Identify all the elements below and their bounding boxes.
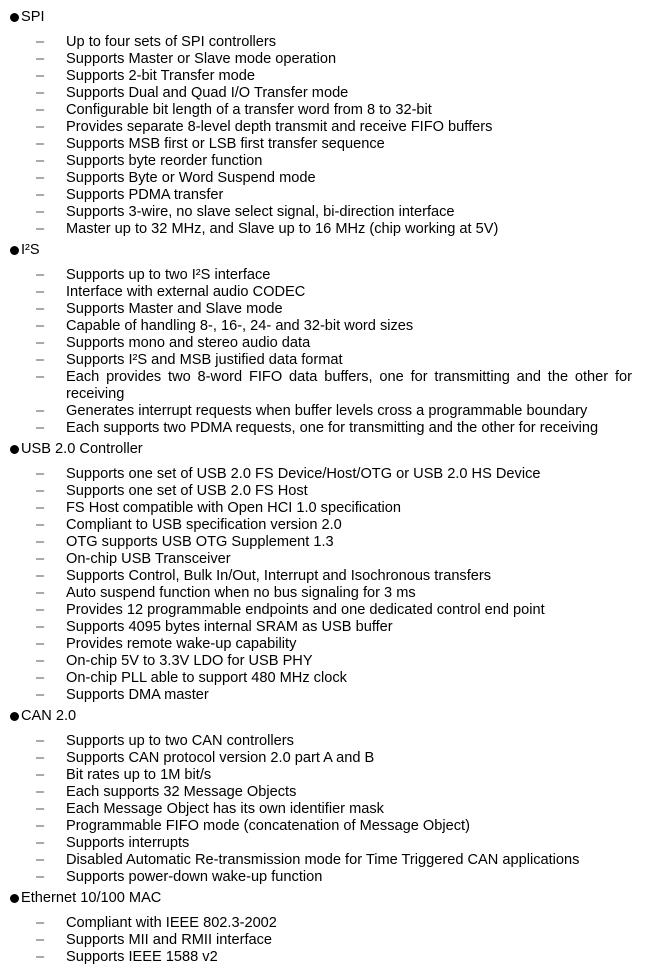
list-item — [0, 585, 651, 602]
list-item — [0, 204, 651, 221]
list-item-text: Supports PDMA transfer — [66, 187, 224, 203]
dash-marker: – — [36, 949, 45, 965]
list-item-text: Compliant with IEEE 802.3-2002 — [66, 915, 277, 931]
list-item — [0, 670, 651, 687]
list-item — [0, 636, 651, 653]
list-item-text: Auto suspend function when no bus signaling for 3 ms — [66, 585, 416, 601]
list-item — [0, 85, 651, 102]
dash-marker: – — [36, 352, 45, 368]
dash-marker: – — [36, 915, 45, 931]
list-item — [0, 335, 651, 352]
list-item-text: OTG supports USB OTG Supplement 1.3 — [66, 534, 334, 550]
list-item-text: Provides 12 programmable endpoints and one dedicated control end point — [66, 602, 545, 618]
section-title: CAN 2.0 — [21, 708, 77, 724]
list-item-text: Capable of handling 8-, 16-, 24- and 32-bit word sizes — [66, 318, 414, 334]
dash-marker: – — [36, 153, 45, 169]
dash-marker: – — [36, 619, 45, 635]
dash-marker: – — [36, 801, 45, 817]
dash-marker: – — [36, 267, 45, 283]
list-item — [0, 517, 651, 534]
list-item-text: Supports byte reorder function — [66, 153, 263, 169]
section-heading — [0, 707, 651, 725]
bullet-icon — [10, 894, 19, 903]
list-item — [0, 466, 651, 483]
list-item — [0, 267, 651, 284]
dash-marker: – — [36, 835, 45, 851]
list-item — [0, 170, 651, 187]
dash-marker: – — [36, 102, 45, 118]
list-item-text: Supports up to two CAN controllers — [66, 733, 294, 749]
dash-marker: – — [36, 369, 45, 385]
list-item — [0, 352, 651, 369]
list-item — [0, 221, 651, 238]
section-heading — [0, 8, 651, 26]
dash-marker: – — [36, 68, 45, 84]
list-item — [0, 534, 651, 551]
list-item-text: Compliant to USB specification version 2.0 — [66, 517, 342, 533]
section-heading — [0, 440, 651, 458]
dash-marker: – — [36, 187, 45, 203]
list-item — [0, 551, 651, 568]
dash-marker: – — [36, 119, 45, 135]
dash-marker: – — [36, 420, 45, 436]
dash-marker: – — [36, 932, 45, 948]
section — [0, 440, 651, 704]
dash-marker: – — [36, 335, 45, 351]
list-item — [0, 602, 651, 619]
bullet-icon — [10, 445, 19, 454]
dash-marker: – — [36, 750, 45, 766]
list-item-text: FS Host compatible with Open HCI 1.0 specification — [66, 500, 401, 516]
dash-marker: – — [36, 869, 45, 885]
list-item — [0, 284, 651, 301]
dash-marker: – — [36, 318, 45, 334]
list-item-text: Programmable FIFO mode (concatenation of Message Object) — [66, 818, 470, 834]
bullet-icon — [10, 712, 19, 721]
list-item-text: Supports one set of USB 2.0 FS Device/Host/OTG or USB 2.0 HS Device — [66, 466, 541, 482]
list-item — [0, 420, 651, 437]
list-item — [0, 318, 651, 335]
dash-marker: – — [36, 534, 45, 550]
dash-marker: – — [36, 670, 45, 686]
list-item — [0, 915, 651, 932]
list-item — [0, 500, 651, 517]
list-item-text: Supports Byte or Word Suspend mode — [66, 170, 316, 186]
list-item — [0, 483, 651, 500]
list-item — [0, 568, 651, 585]
section — [0, 241, 651, 437]
list-item — [0, 949, 651, 966]
list-item — [0, 403, 651, 420]
list-item-text: On-chip USB Transceiver — [66, 551, 231, 567]
list-item-text: Provides separate 8-level depth transmit and receive FIFO buffers — [66, 119, 493, 135]
list-item-text: Each Message Object has its own identifier mask — [66, 801, 384, 817]
list-item — [0, 187, 651, 204]
list-item-text: On-chip PLL able to support 480 MHz clock — [66, 670, 347, 686]
list-item-text: Generates interrupt requests when buffer levels cross a programmable boundary — [66, 403, 588, 419]
dash-marker: – — [36, 784, 45, 800]
dash-marker: – — [36, 204, 45, 220]
list-item — [0, 767, 651, 784]
list-item — [0, 801, 651, 818]
dash-marker: – — [36, 221, 45, 237]
bullet-icon — [10, 246, 19, 255]
section — [0, 707, 651, 886]
list-item-text: Supports interrupts — [66, 835, 190, 851]
feature-list-document — [0, 8, 651, 969]
dash-marker: – — [36, 585, 45, 601]
dash-marker: – — [36, 602, 45, 618]
dash-marker: – — [36, 653, 45, 669]
list-item-text: Supports 3-wire, no slave select signal, bi-direction interface — [66, 204, 455, 220]
list-item-text: Interface with external audio CODEC — [66, 284, 306, 300]
list-item-text: On-chip 5V to 3.3V LDO for USB PHY — [66, 653, 313, 669]
list-item — [0, 932, 651, 949]
list-item — [0, 34, 651, 51]
list-item-text: Master up to 32 MHz, and Slave up to 16 MHz (chip working at 5V) — [66, 221, 499, 237]
dash-marker: – — [36, 687, 45, 703]
list-item — [0, 119, 651, 136]
list-item — [0, 784, 651, 801]
list-item — [0, 869, 651, 886]
list-item-text: Supports CAN protocol version 2.0 part A and B — [66, 750, 375, 766]
list-item-text: Supports IEEE 1588 v2 — [66, 949, 218, 965]
list-item-text: Up to four sets of SPI controllers — [66, 34, 277, 50]
section-heading — [0, 241, 651, 259]
list-item — [0, 687, 651, 704]
list-item — [0, 733, 651, 750]
list-item-text: Bit rates up to 1M bit/s — [66, 767, 212, 783]
dash-marker: – — [36, 284, 45, 300]
section-title: USB 2.0 Controller — [21, 441, 143, 457]
section-heading — [0, 889, 651, 907]
section-title: Ethernet 10/100 MAC — [21, 890, 162, 906]
list-item-text: Supports mono and stereo audio data — [66, 335, 311, 351]
dash-marker: – — [36, 136, 45, 152]
dash-marker: – — [36, 51, 45, 67]
dash-marker: – — [36, 403, 45, 419]
section — [0, 8, 651, 238]
list-item — [0, 136, 651, 153]
dash-marker: – — [36, 34, 45, 50]
list-item-text: Supports MSB first or LSB first transfer sequence — [66, 136, 385, 152]
dash-marker: – — [36, 568, 45, 584]
list-item — [0, 835, 651, 852]
dash-marker: – — [36, 483, 45, 499]
list-item — [0, 51, 651, 68]
list-item-text: Each supports 32 Message Objects — [66, 784, 297, 800]
list-item-text: Each supports two PDMA requests, one for transmitting and the other for receiving — [66, 420, 599, 436]
list-item — [0, 153, 651, 170]
list-item-text: Supports one set of USB 2.0 FS Host — [66, 483, 308, 499]
list-item-text: Supports Master or Slave mode operation — [66, 51, 337, 67]
dash-marker: – — [36, 636, 45, 652]
list-item-text: Configurable bit length of a transfer word from 8 to 32-bit — [66, 102, 432, 118]
list-item — [0, 750, 651, 767]
dash-marker: – — [36, 85, 45, 101]
list-item-text: Each provides two 8-word FIFO data buffers, one for transmitting and the other for receiving — [66, 369, 632, 402]
dash-marker: – — [36, 733, 45, 749]
dash-marker: – — [36, 301, 45, 317]
dash-marker: – — [36, 170, 45, 186]
list-item — [0, 68, 651, 85]
list-item — [0, 369, 651, 403]
list-item-text: Supports 2-bit Transfer mode — [66, 68, 255, 84]
list-item — [0, 818, 651, 835]
dash-marker: – — [36, 517, 45, 533]
list-item-text: Supports I²S and MSB justified data format — [66, 352, 343, 368]
dash-marker: – — [36, 551, 45, 567]
list-item — [0, 102, 651, 119]
list-item-text: Supports power-down wake-up function — [66, 869, 323, 885]
list-item-text: Supports 4095 bytes internal SRAM as USB buffer — [66, 619, 393, 635]
dash-marker: – — [36, 767, 45, 783]
list-item-text: Supports Master and Slave mode — [66, 301, 283, 317]
list-item-text: Supports Control, Bulk In/Out, Interrupt and Isochronous transfers — [66, 568, 492, 584]
section — [0, 889, 651, 966]
dash-marker: – — [36, 500, 45, 516]
list-item — [0, 653, 651, 670]
list-item-text: Disabled Automatic Re-transmission mode for Time Triggered CAN applications — [66, 852, 580, 868]
list-item-text: Supports DMA master — [66, 687, 209, 703]
bullet-icon — [10, 13, 19, 22]
list-item-text: Supports up to two I²S interface — [66, 267, 271, 283]
dash-marker: – — [36, 818, 45, 834]
list-item — [0, 301, 651, 318]
section-title: I²S — [21, 242, 40, 258]
dash-marker: – — [36, 852, 45, 868]
section-title: SPI — [21, 9, 45, 25]
list-item-text: Supports Dual and Quad I/O Transfer mode — [66, 85, 349, 101]
list-item — [0, 852, 651, 869]
list-item — [0, 619, 651, 636]
list-item-text: Supports MII and RMII interface — [66, 932, 273, 948]
list-item-text: Provides remote wake-up capability — [66, 636, 297, 652]
dash-marker: – — [36, 466, 45, 482]
